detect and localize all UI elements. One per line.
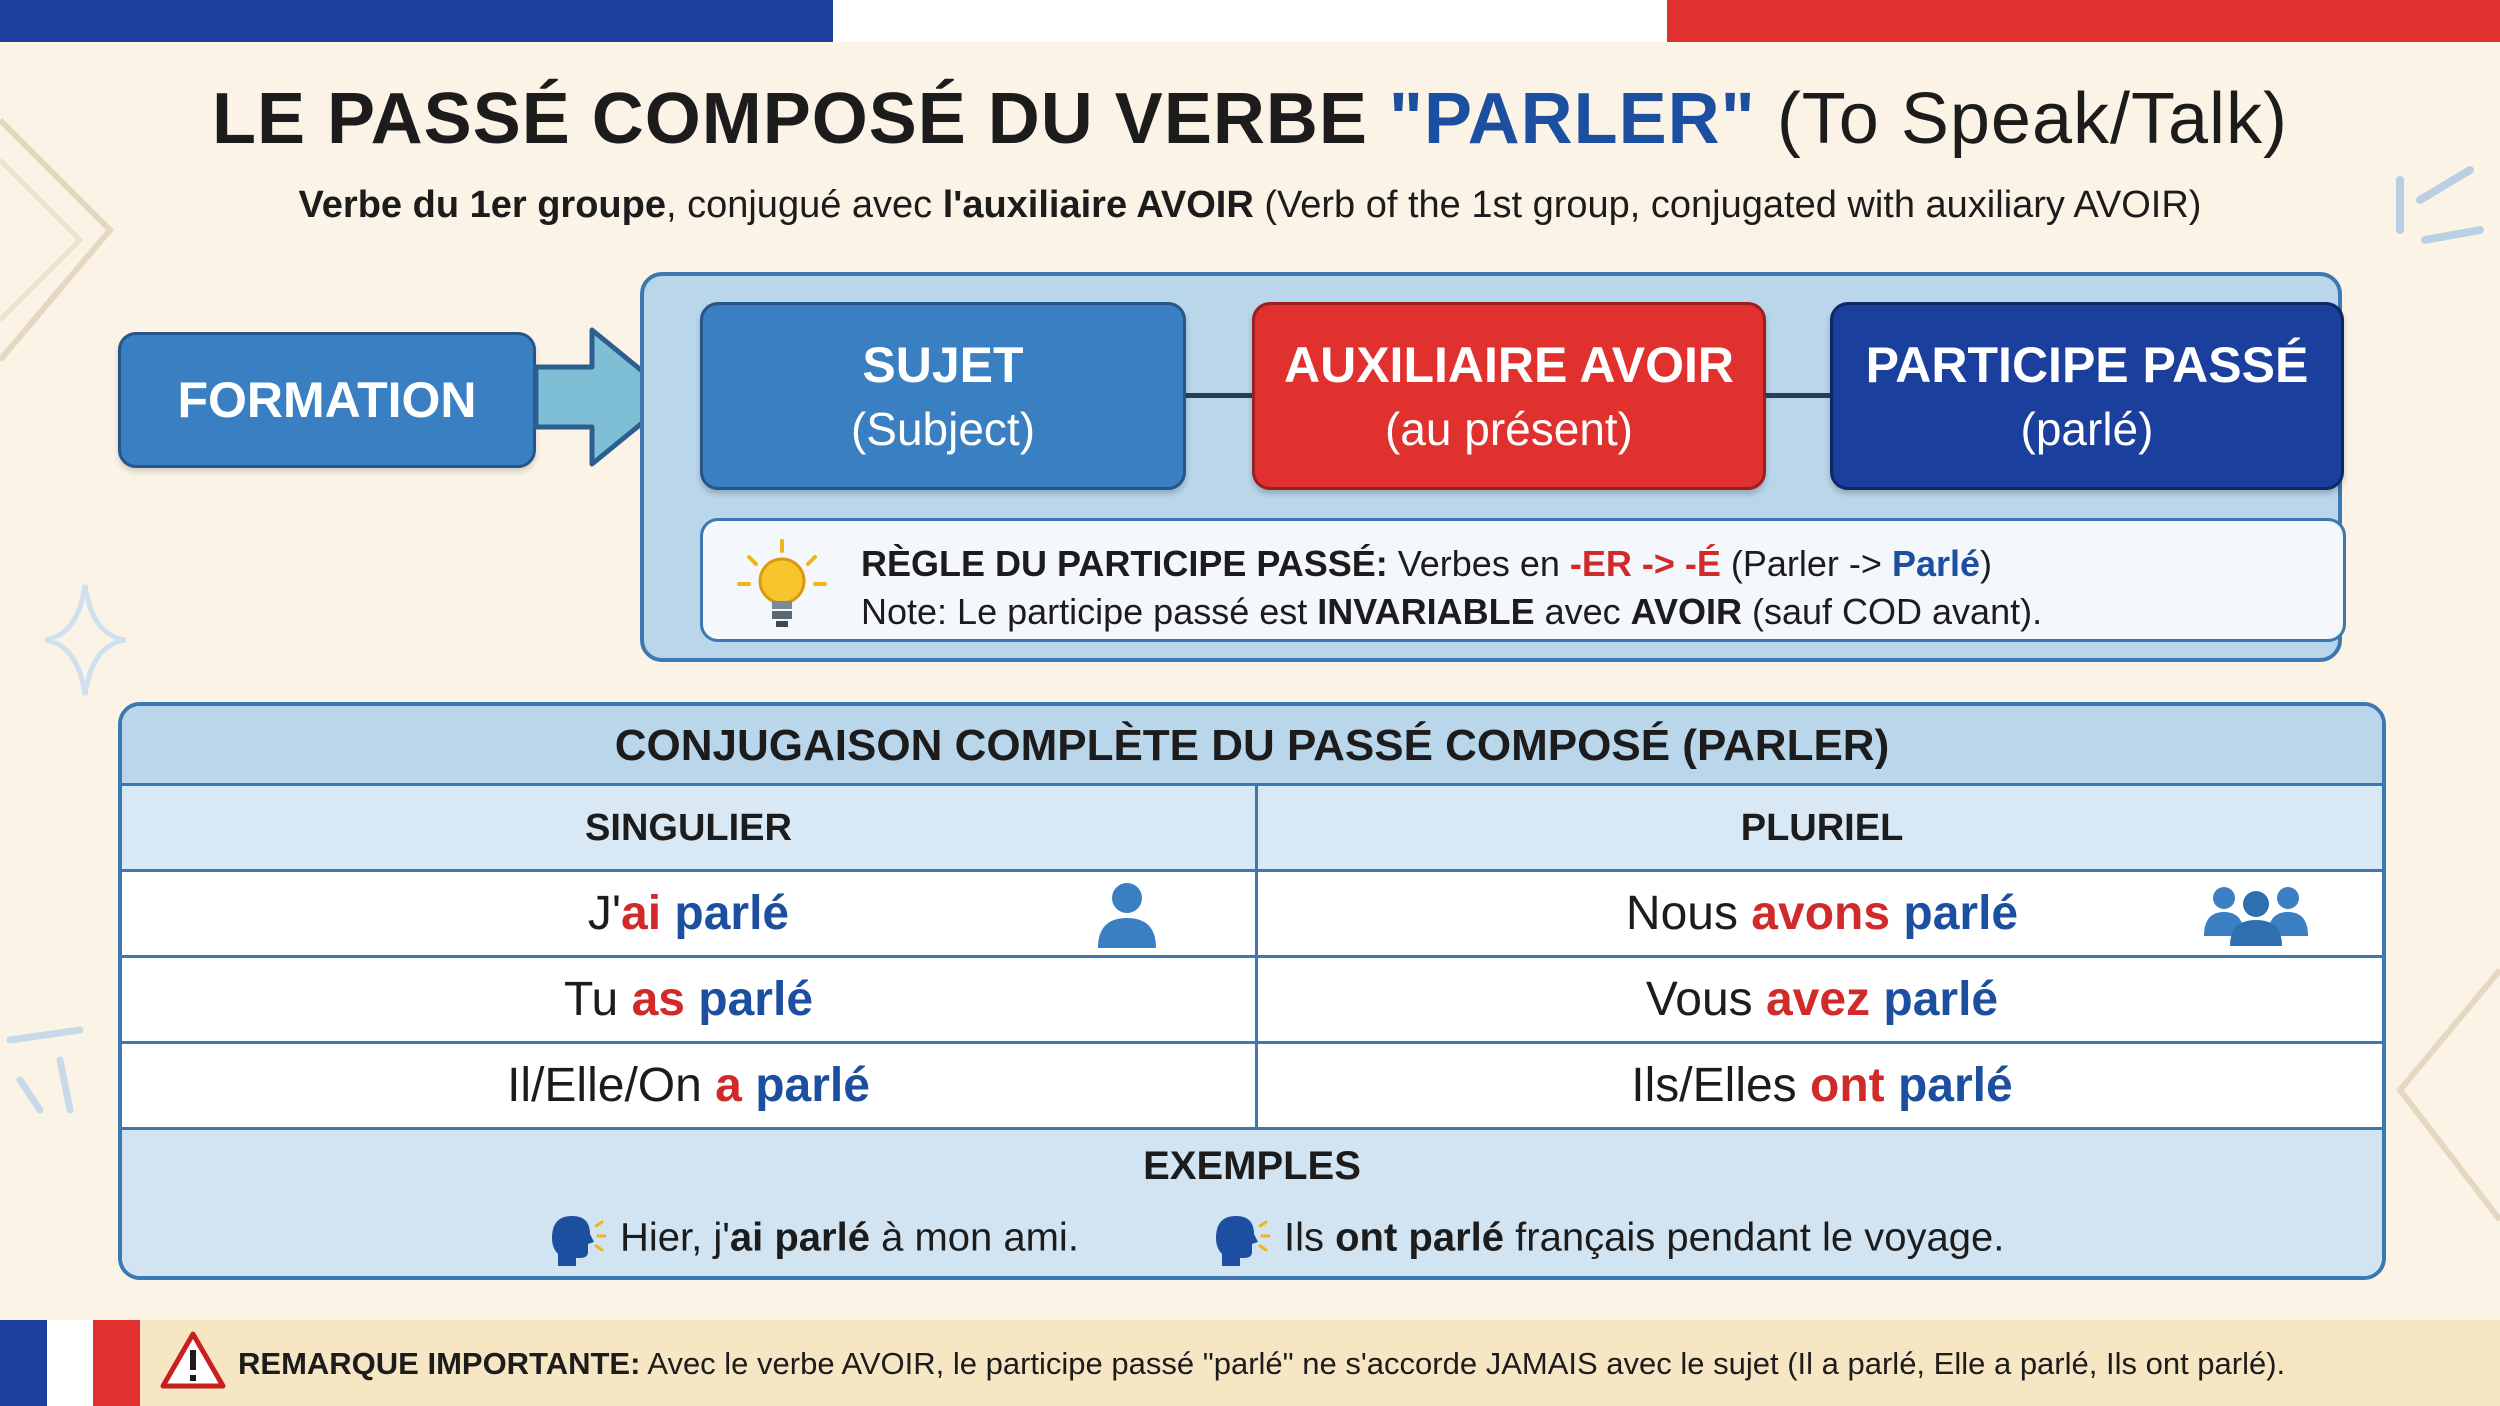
flag-bar xyxy=(0,0,2500,42)
participle-rule-box xyxy=(700,518,2346,642)
conjugation-table xyxy=(118,702,2386,1280)
page-subtitle: Verbe du 1er groupe, conjugué avec l'auxiliaire AVOIR (Verb of the 1st group, conjugated with auxiliary AVOIR) xyxy=(298,184,2202,226)
lightbulb-icon xyxy=(737,539,827,629)
warning-icon xyxy=(160,1330,226,1390)
page-title: LE PASSÉ COMPOSÉ DU VERBE "PARLER" (To Speak/Talk) xyxy=(211,79,2289,159)
table-row: Vous avez parlé xyxy=(1258,958,2386,1044)
speaking-head-icon xyxy=(546,1212,606,1268)
speaking-head-icon xyxy=(1210,1212,1270,1268)
person-icon xyxy=(1094,880,1160,950)
table-row: J'ai parlé xyxy=(122,872,1255,958)
table-row: Nous avons parlé xyxy=(1258,872,2386,958)
decorative-lines-right xyxy=(2380,950,2500,1270)
column-divider xyxy=(1255,786,1258,1130)
singular-header: SINGULIER xyxy=(122,786,1255,872)
formula-box-auxiliary: AUXILIAIRE AVOIR (au présent) xyxy=(1252,302,1766,490)
table-row: Tu as parlé xyxy=(122,958,1255,1044)
examples-section xyxy=(122,1130,2382,1280)
plural-header: PLURIEL xyxy=(1258,786,2386,872)
conjugation-title: CONJUGAISON COMPLÈTE DU PASSÉ COMPOSÉ (PARLER) xyxy=(122,706,2382,786)
connector-line xyxy=(1186,393,1254,398)
examples-header: EXEMPLES xyxy=(1143,1144,1361,1188)
title-translation: (To Speak/Talk) xyxy=(1755,79,2289,159)
formula-box-participle: PARTICIPE PASSÉ (parlé) xyxy=(1830,302,2344,490)
example-sentence: Hier, j'ai parlé à mon ami. xyxy=(546,1212,1079,1268)
flag-icon xyxy=(0,1320,140,1406)
table-row: Il/Elle/On a parlé xyxy=(122,1044,1255,1130)
important-note: REMARQUE IMPORTANTE: Avec le verbe AVOIR, le participe passé "parlé" ne s'accorde JAMAIS avec le sujet (Il a parlé, Elle a parlé, Ils ont parlé). xyxy=(238,1346,2286,1381)
title-verb: "PARLER" xyxy=(1388,79,1756,159)
rule-line: RÈGLE DU PARTICIPE PASSÉ: Verbes en -ER -> -É (Parler -> Parlé) xyxy=(861,543,1993,584)
table-row: Ils/Elles ont parlé xyxy=(1258,1044,2386,1130)
connector-line xyxy=(1766,393,1832,398)
formula-box-subject: SUJET (Subject) xyxy=(700,302,1186,490)
sparkle-icon xyxy=(40,580,130,700)
rule-note: Note: Le participe passé est INVARIABLE avec AVOIR (sauf COD avant). xyxy=(861,591,2043,632)
formation-label: FORMATION xyxy=(118,332,536,468)
group-icon xyxy=(2202,882,2310,948)
example-sentence: Ils ont parlé français pendant le voyage. xyxy=(1210,1212,2004,1268)
decorative-marks-left xyxy=(0,1010,100,1120)
